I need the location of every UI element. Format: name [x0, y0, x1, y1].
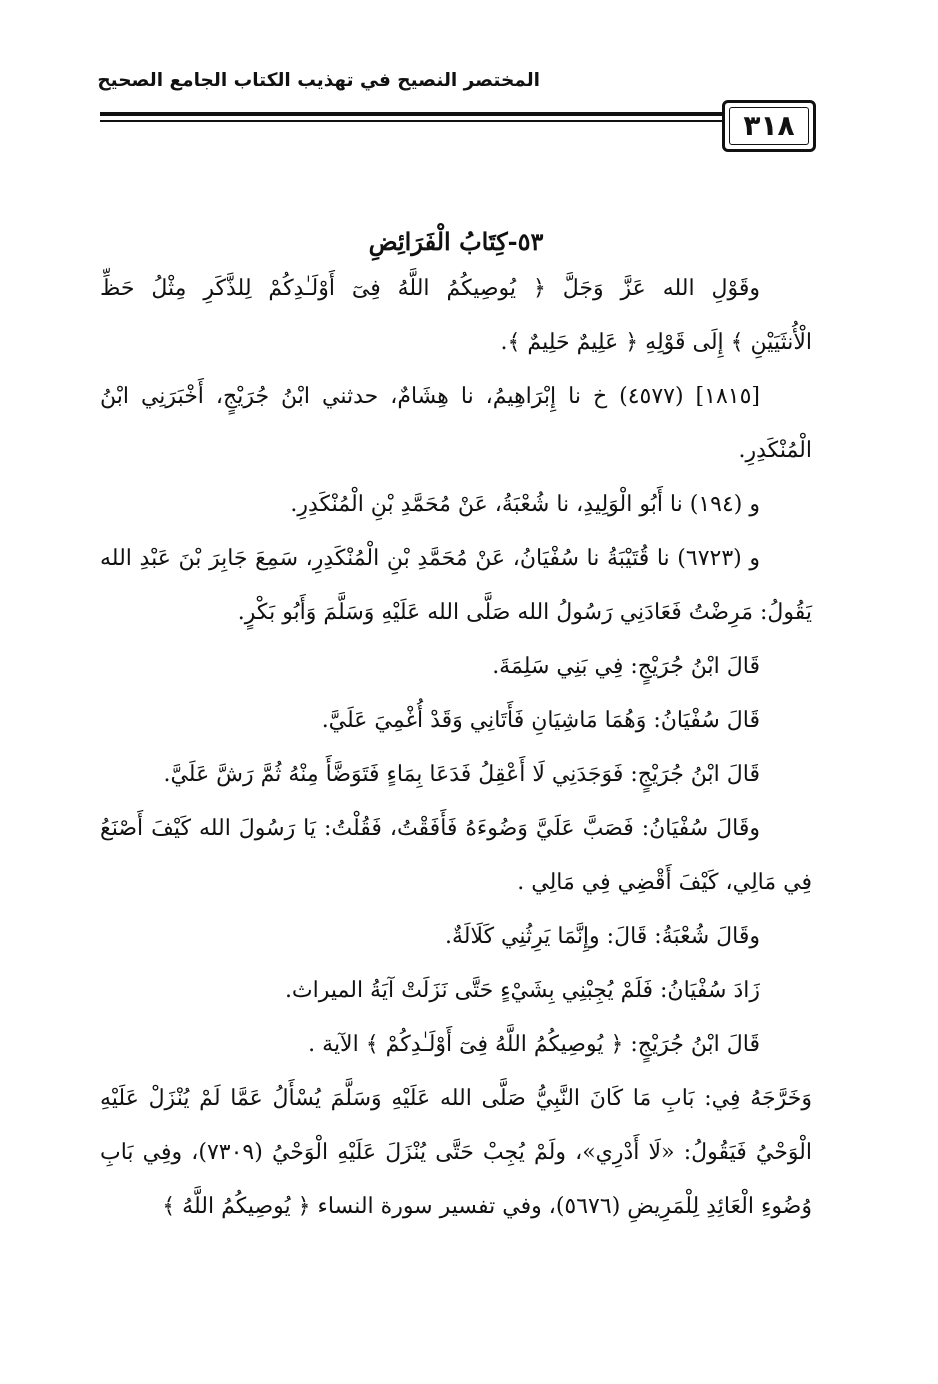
text-line: يَقُولُ: مَرِضْتُ فَعَادَنِي رَسُولُ الله صَلَّى الله عَلَيْهِ وَسَلَّمَ وَأَبُو بَكْرٍ. [237, 600, 812, 625]
text-line: فِي مَالِي، كَيْفَ أَقْضِي فِي مَالِي . [517, 870, 812, 895]
book-title: المختصر النصيح في تهذيب الكتاب الجامع الصحيح [97, 70, 540, 91]
text-line: وَخَرَّجَهُ فِي: بَابِ مَا كَانَ النَّبِيُّ صَلَّى الله عَلَيْهِ وَسَلَّمَ يُسْأَلُ عَمَّا لَمْ يُنْزَلْ عَلَيْهِ [100, 1086, 812, 1111]
text-line: وقَالَ شُعْبَةُ: قَالَ: وإِنَّمَا يَرِثُنِي كَلَالَةٌ. [444, 924, 760, 949]
page-number-box [722, 100, 816, 152]
text-line: الْوَحْيُ فَيَقُولُ: «لَا أَدْرِي»، ولَمْ يُجِبْ حَتَّى يُنْزَلَ عَلَيْهِ الْوَحْيُ (٧٣٠٩)، وفِي بَابِ [100, 1140, 812, 1165]
text-line: زَادَ سُفْيَانُ: فَلَمْ يُجِبْنِي بِشَيْءٍ حَتَّى نَزَلَتْ آيَةُ الميراث. [284, 978, 760, 1003]
page-body [100, 222, 812, 1234]
text-line: قَالَ ابْنُ جُرَيْجٍ: ﴿ يُوصِيكُمُ اللَّهُ فِىٓ أَوْلَـٰدِكُمْ ﴾ الآية . [308, 1032, 760, 1057]
text-line: الْأُنثَيَيْنِ ﴾ إِلَى قَوْلِهِ ﴿ عَلِيمٌ حَلِيمٌ ﴾. [500, 330, 812, 355]
text-line: و (١٩٤) نا أَبُو الْوَلِيدِ، نا شُعْبَةُ، عَنْ مُحَمَّدِ بْنِ الْمُنْكَدِرِ. [290, 492, 760, 517]
page-number: ٣١٨ [743, 109, 795, 142]
chapter-title: ٥٣-كِتَابُ الْفَرَائِضِ [368, 227, 544, 256]
text-line: قَالَ سُفْيَانُ: وَهُمَا مَاشِيَانِ فَأَتَانِي وَقَدْ أُغْمِيَ عَلَيَّ. [321, 708, 760, 733]
text-line: [١٨١٥] (٤٥٧٧) خ نا إِبْرَاهِيمُ، نا هِشَامٌ، حدثني ابْنُ جُرَيْجٍ، أَخْبَرَنِي ابْنُ [100, 384, 760, 409]
header-rule-thin [100, 120, 722, 122]
text-line: الْمُنْكَدِرِ. [738, 438, 812, 463]
text-line: وُضُوءِ الْعَائِدِ لِلْمَرِيضِ (٥٦٧٦)، وفي تفسير سورة النساء ﴿ يُوصِيكُمُ اللَّهُ ﴾ [162, 1194, 812, 1219]
text-line: وقَوْلِ الله عَزَّ وَجَلَّ ﴿ يُوصِيكُمُ اللَّهُ فِىٓ أَوْلَـٰدِكُمْ لِلذَّكَرِ مِثْلُ حَظِّ [100, 276, 760, 301]
text-line: قَالَ ابْنُ جُرَيْجٍ: فِي بَنِي سَلِمَةَ. [492, 654, 760, 679]
text-line: وقَالَ سُفْيَانُ: فَصَبَّ عَلَيَّ وَضُوءَهُ فَأَفَقْتُ، فَقُلْتُ: يَا رَسُولَ الله كَيْفَ أَصْنَعُ [100, 816, 760, 841]
text-line: و (٦٧٢٣) نا قُتَيْبَةُ نا سُفْيَانُ، عَنْ مُحَمَّدِ بْنِ الْمُنْكَدِرِ، سَمِعَ جَابِرَ بْنَ عَبْدِ الله [100, 546, 760, 571]
header-rule-thick [100, 112, 722, 116]
text-line: قَالَ ابْنُ جُرَيْجٍ: فَوَجَدَنِي لَا أَعْقِلُ فَدَعَا بِمَاءٍ فَتَوَضَّأَ مِنْهُ ثُمَّ رَشَّ عَلَيَّ. [163, 762, 760, 787]
